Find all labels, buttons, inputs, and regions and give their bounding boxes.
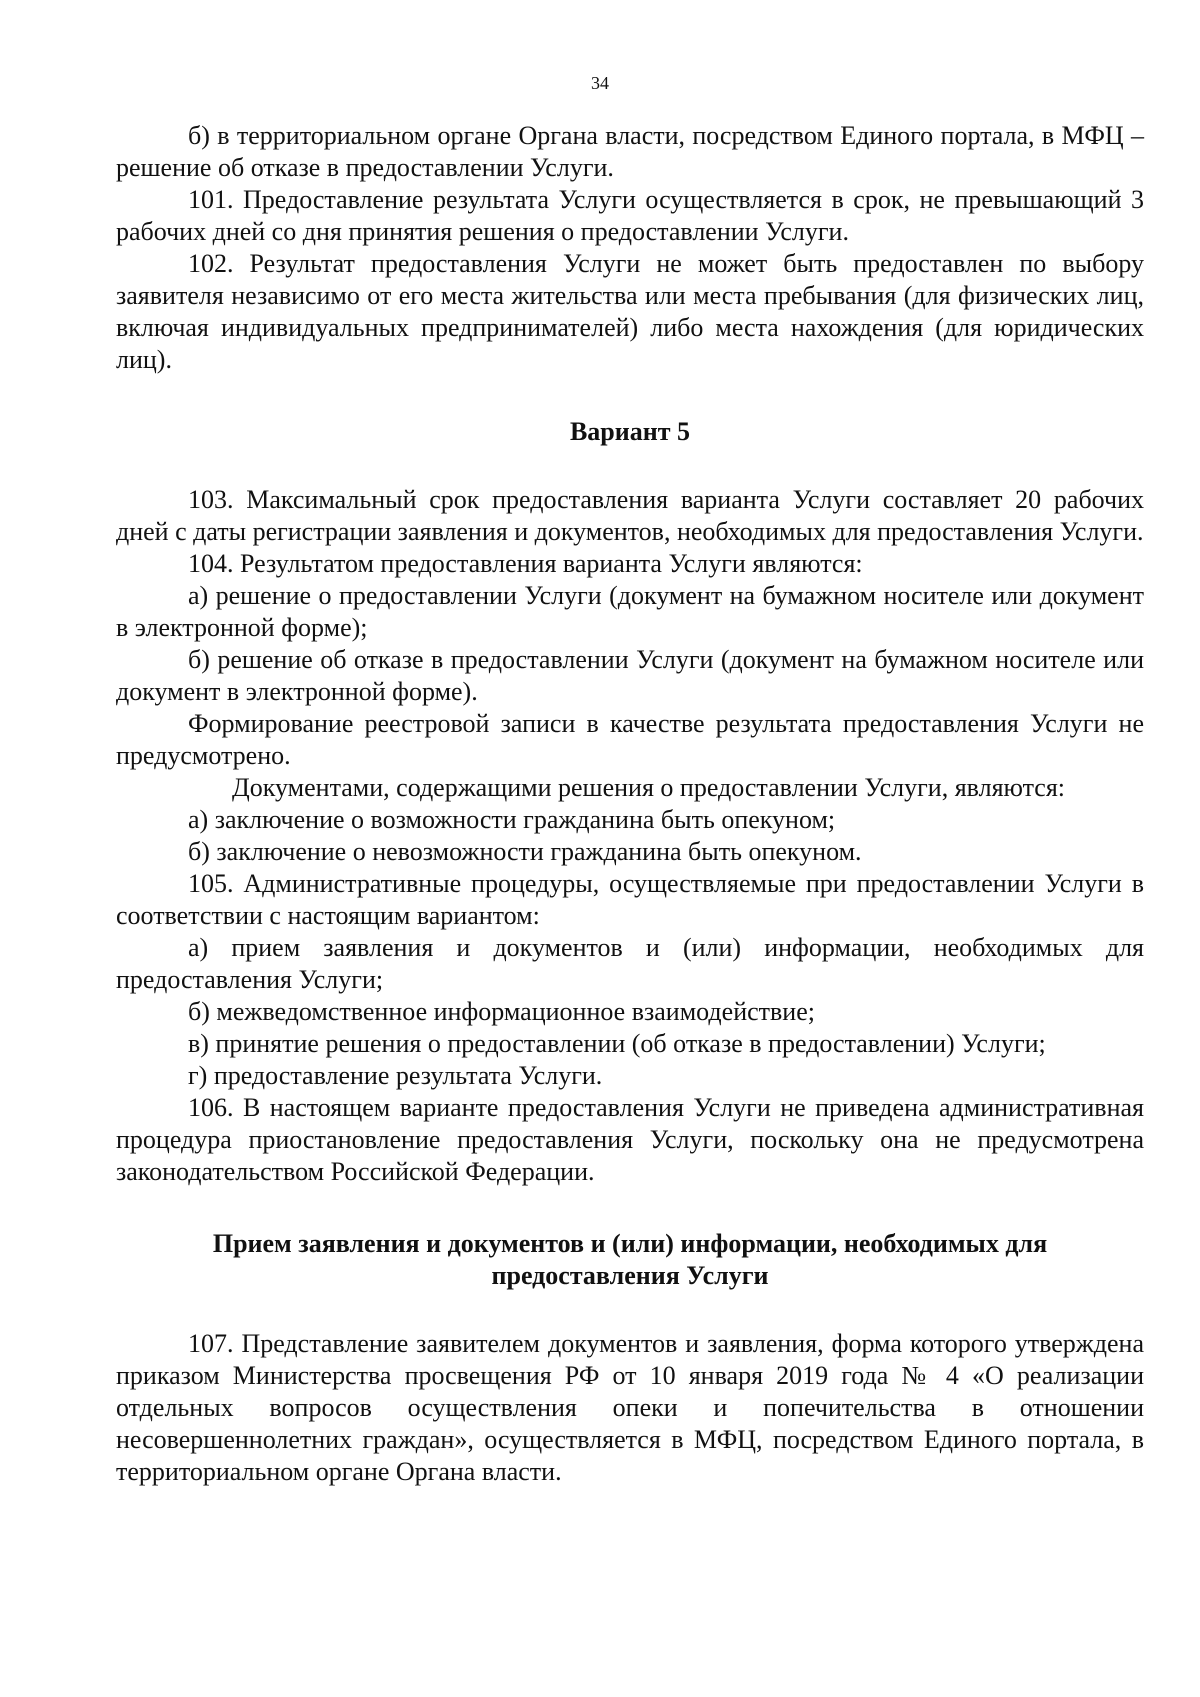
list-item-a-decision: а) решение о предоставлении Услуги (документ на бумажном носителе или документ в электронной форме);	[116, 581, 1144, 642]
paragraph-101: 101. Предоставление результата Услуги осуществляется в срок, не превышающий 3 рабочих дней со дня принятия решения о предоставлении Услуги.	[116, 185, 1144, 246]
list-item-a-procedure: а) прием заявления и документов и (или) информации, необходимых для предоставления Услуги;	[116, 933, 1144, 994]
section-heading-application-reception: Прием заявления и документов и (или) информации, необходимых для предоставления Услуги	[212, 1229, 1048, 1290]
paragraph-103: 103. Максимальный срок предоставления варианта Услуги составляет 20 рабочих дней с даты регистрации заявления и документов, необходимых для предоставления Услуги.	[116, 485, 1144, 546]
document-body	[116, 120, 1144, 1488]
spacer	[116, 1292, 1144, 1328]
paragraph-102: 102. Результат предоставления Услуги не может быть предоставлен по выбору заявителя независимо от его места жительства или места пребывания (для физических лиц, включая индивидуальных предпринимателей) либо места нахождения (для юридических лиц).	[116, 249, 1144, 374]
list-item-b-refusal: б) решение об отказе в предоставлении Услуги (документ на бумажном носителе или документ в электронной форме).	[116, 645, 1144, 706]
paragraph-106: 106. В настоящем варианте предоставления Услуги не приведена административная процедура приостановление предоставления Услуги, поскольку она не предусмотрена законодательством Российской Федерации.	[116, 1093, 1144, 1186]
paragraph-104: 104. Результатом предоставления варианта Услуги являются:	[188, 549, 863, 578]
spacer	[116, 448, 1144, 484]
list-item-a-conclusion: а) заключение о возможности гражданина быть опекуном;	[188, 805, 836, 834]
page-number: 34	[591, 73, 609, 93]
list-item-b-procedure: б) межведомственное информационное взаимодействие;	[188, 997, 815, 1026]
section-heading-variant-5: Вариант 5	[569, 417, 691, 446]
spacer	[116, 1188, 1144, 1228]
list-item-b-conclusion: б) заключение о невозможности гражданина быть опекуном.	[188, 837, 862, 866]
paragraph-registry-record: Формирование реестровой записи в качестве результата предоставления Услуги не предусмотрено.	[116, 709, 1144, 770]
paragraph-decision-documents: Документами, содержащими решения о предоставлении Услуги, являются:	[232, 773, 1066, 802]
paragraph-105: 105. Административные процедуры, осуществляемые при предоставлении Услуги в соответствии с настоящим вариантом:	[116, 869, 1144, 930]
spacer	[116, 376, 1144, 416]
list-item-g-procedure: г) предоставление результата Услуги.	[188, 1061, 603, 1090]
paragraph-107: 107. Представление заявителем документов и заявления, форма которого утверждена приказом Министерства просвещения РФ от 10 января 2019 года № 4 «О реализации отдельных вопросов осуществления опеки и попечительства в отношении несовершеннолетних граждан», осуществляется в МФЦ, посредством Единого портала, в территориальном органе Органа власти.	[116, 1329, 1144, 1486]
list-item-v-procedure: в) принятие решения о предоставлении (об отказе в предоставлении) Услуги;	[188, 1029, 1046, 1058]
paragraph-item-b-refusal: б) в территориальном органе Органа власти, посредством Единого портала, в МФЦ – решение об отказе в предоставлении Услуги.	[116, 121, 1144, 182]
